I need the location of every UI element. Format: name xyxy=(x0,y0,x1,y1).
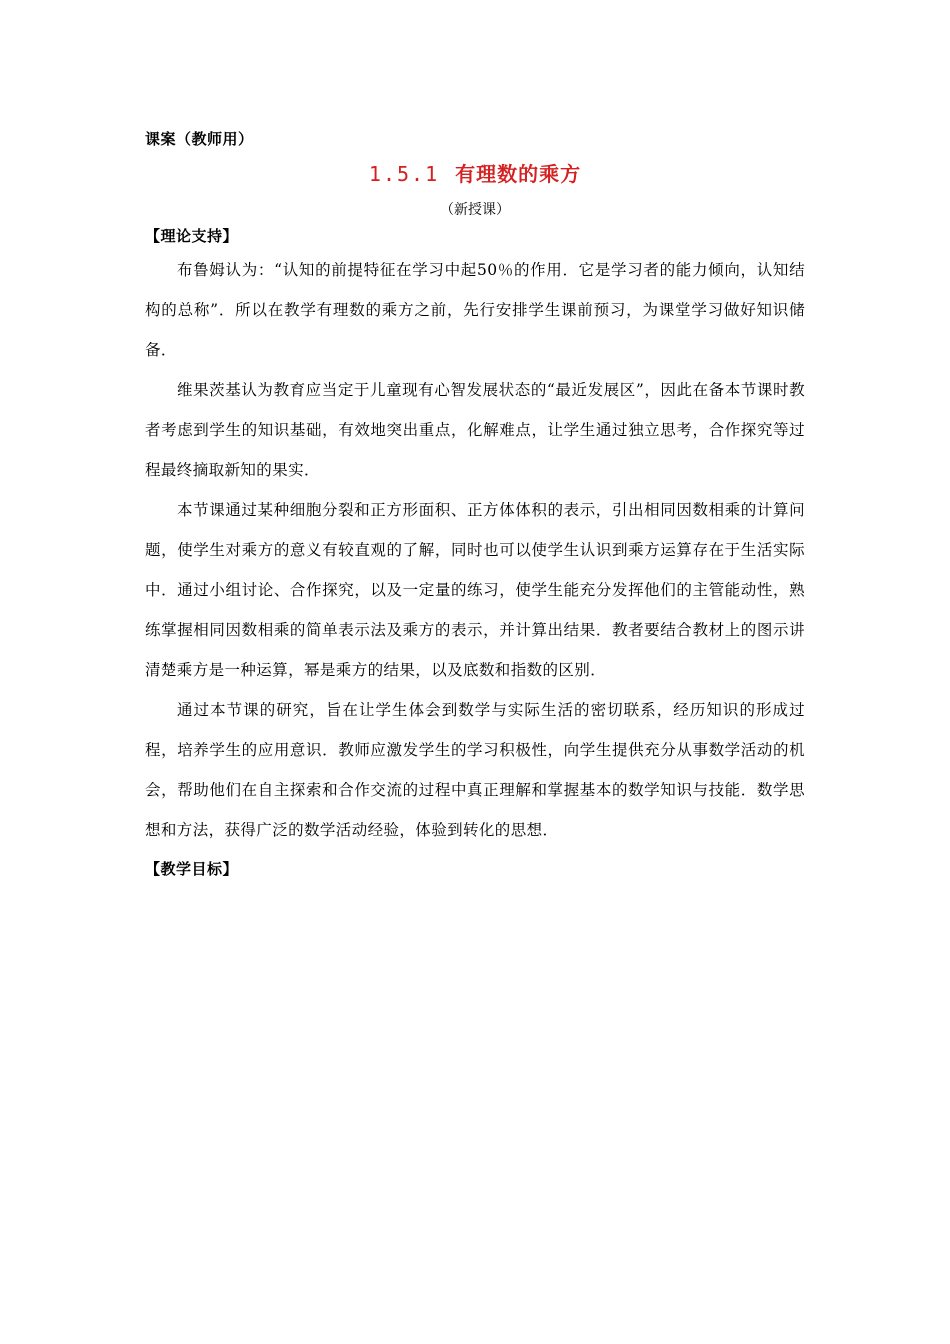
lesson-number: 1.5.1 xyxy=(368,162,440,186)
paragraph: 通过本节课的研究，旨在让学生体会到数学与实际生活的密切联系，经历知识的形成过程，培养学生的应用意识．教师应激发学生的学习积极性，向学生提供充分从事数学活动的机会，帮助他们在自主探索和合作交流的过程中真正理解和掌握基本的数学知识与技能．数学思想和方法，获得广泛的数学活动经验，体验到转化的思想． xyxy=(145,701,805,839)
lesson-title xyxy=(0,158,950,187)
theory-body xyxy=(145,250,805,850)
section-heading-theory: 【理论支持】 xyxy=(145,227,239,245)
paragraph: 维果茨基认为教育应当定于儿童现有心智发展状态的“最近发展区”，因此在备本节课时教者考虑到学生的知识基础，有效地突出重点，化解难点，让学生通过独立思考，合作探究等过程最终摘取新知的果实． xyxy=(145,381,805,479)
document-label: 课案（教师用） xyxy=(145,130,254,148)
lesson-subtitle: （新授课） xyxy=(440,202,510,218)
paragraph: 本节课通过某种细胞分裂和正方形面积、正方体体积的表示，引出相同因数相乘的计算问题，使学生对乘方的意义有较直观的了解，同时也可以使学生认识到乘方运算存在于生活实际中．通过小组讨论、合作探究，以及一定量的练习，使学生能充分发挥他们的主管能动性，熟练掌握相同因数相乘的简单表示法及乘方的表示，并计算出结果．教者要结合教材上的图示讲清楚乘方是一种运算，幂是乘方的结果，以及底数和指数的区别． xyxy=(145,501,805,679)
lesson-title-text: 有理数的乘方 xyxy=(455,162,582,186)
section-heading-objectives: 【教学目标】 xyxy=(145,860,239,878)
paragraph: 布鲁姆认为：“认知的前提特征在学习中起50％的作用．它是学习者的能力倾向，认知结构的总称”．所以在教学有理数的乘方之前，先行安排学生课前预习，为课堂学习做好知识储备． xyxy=(145,261,805,359)
